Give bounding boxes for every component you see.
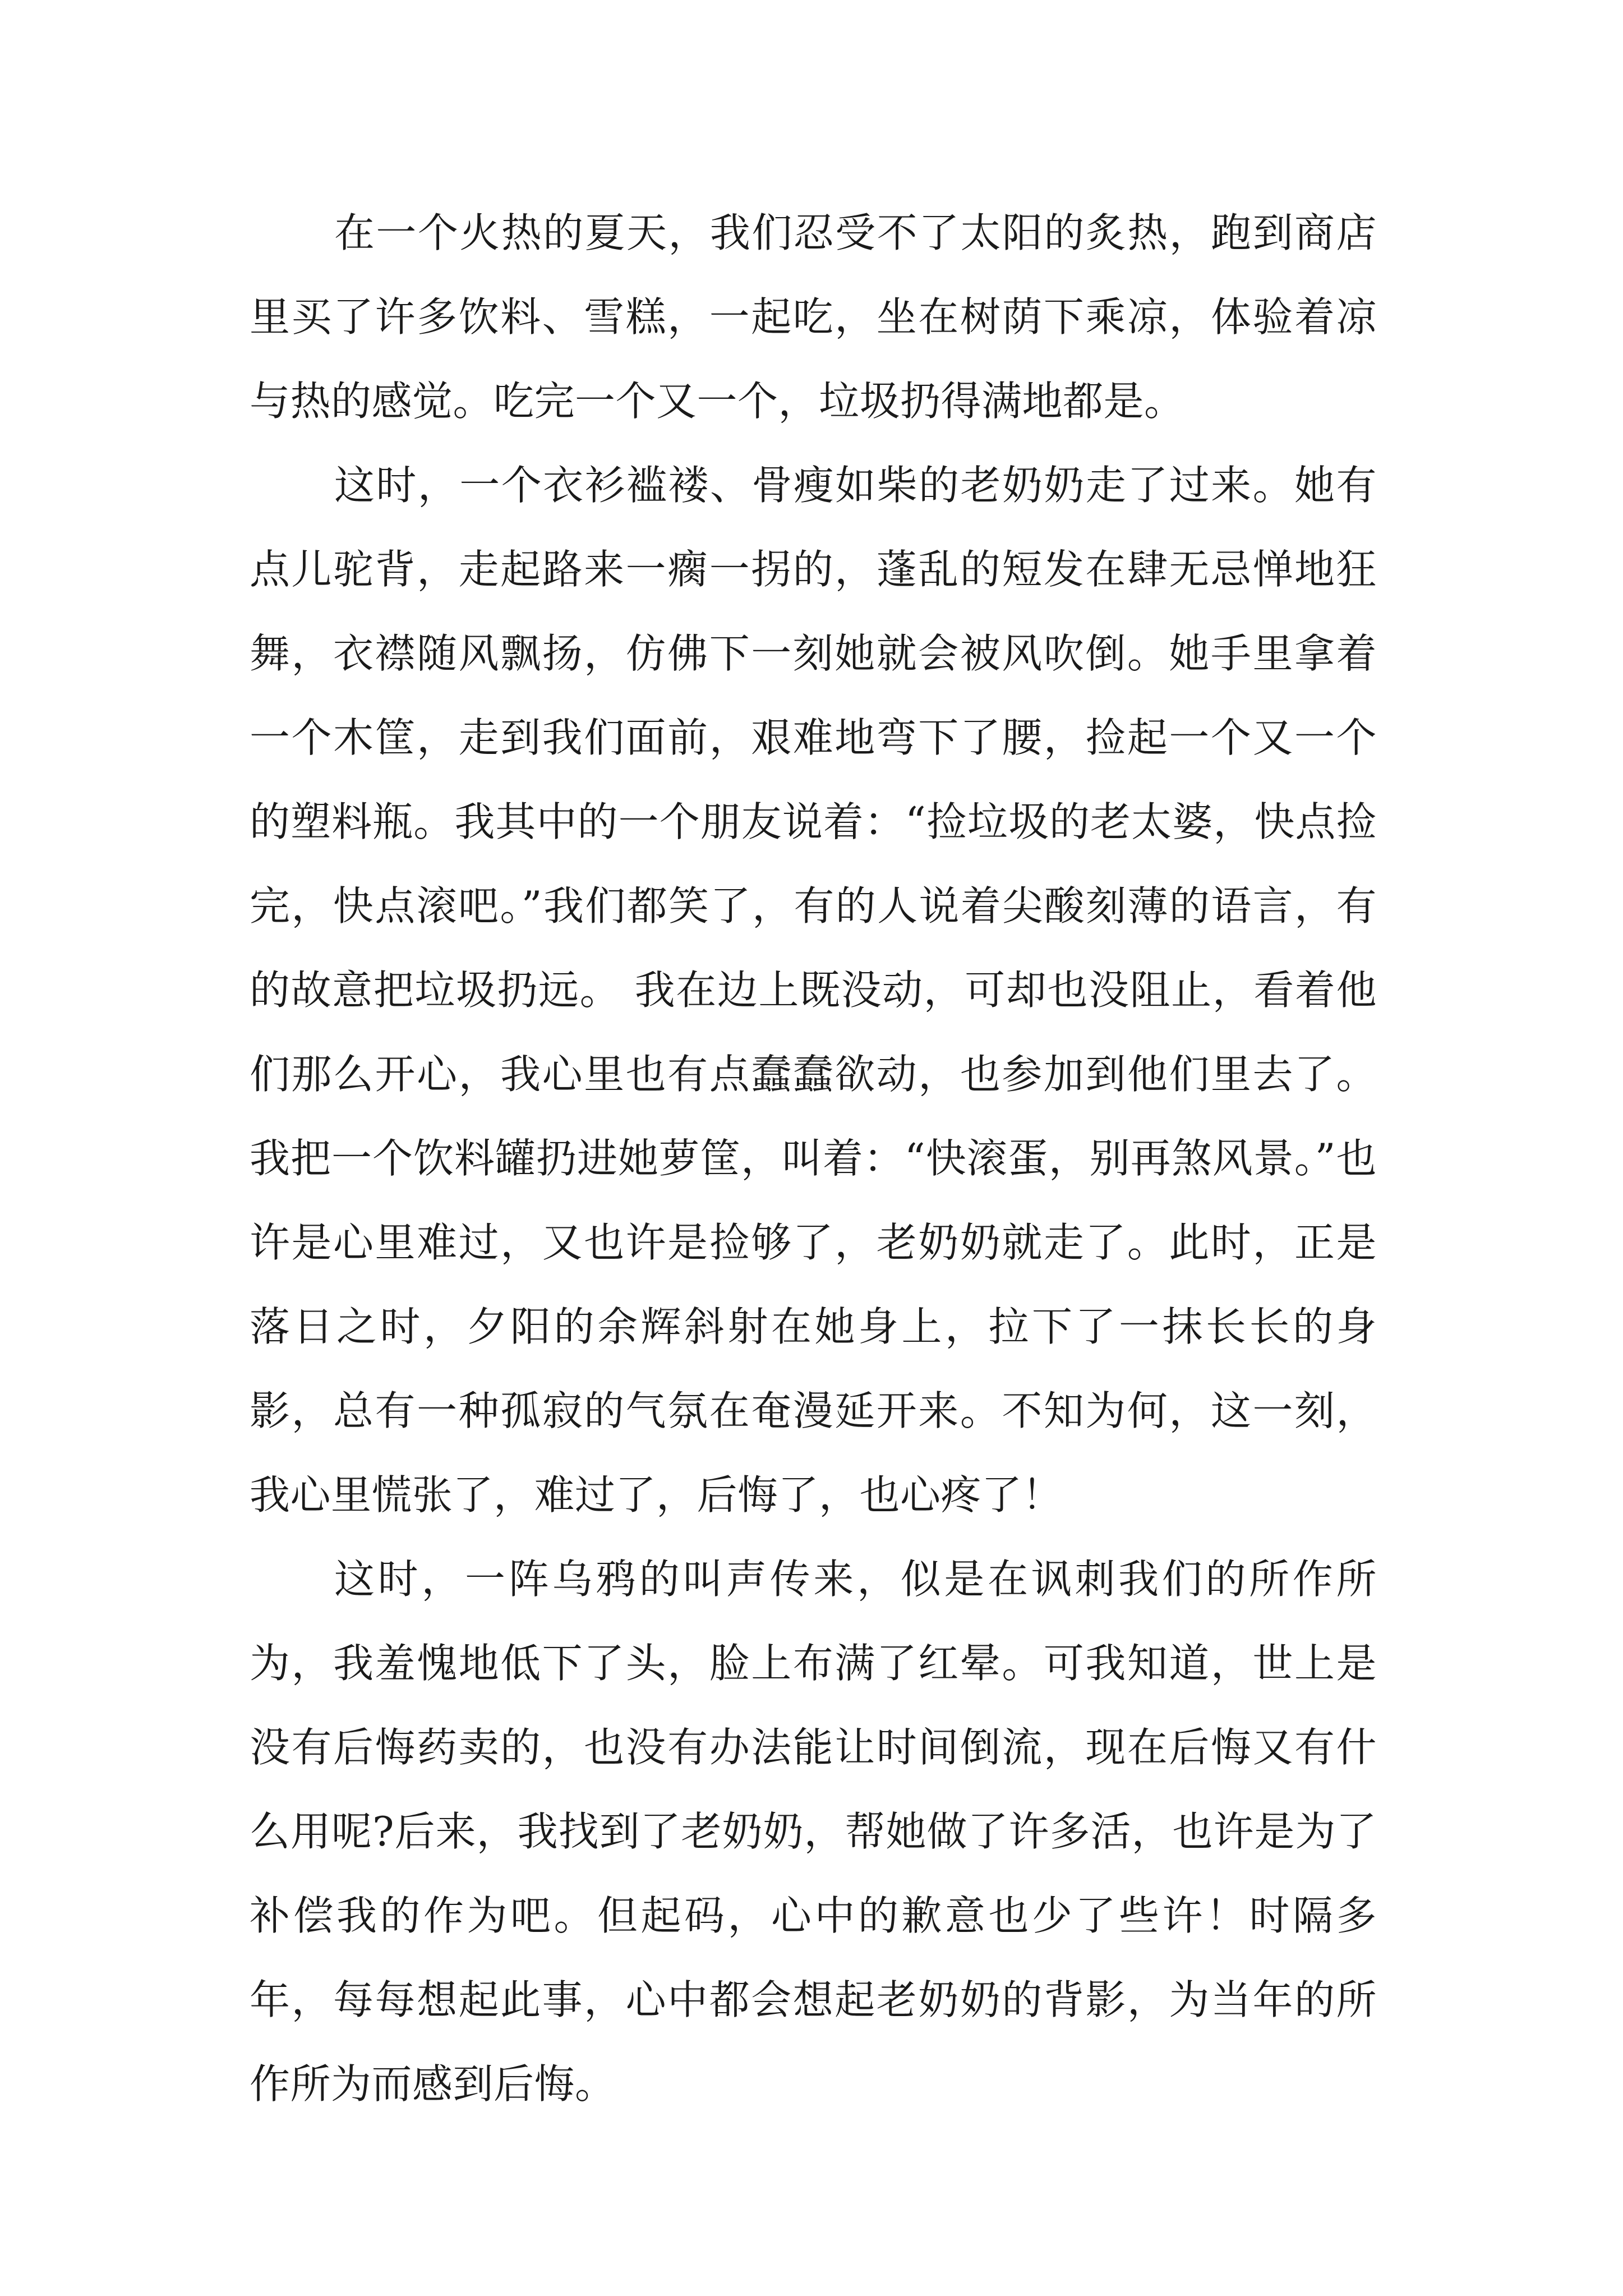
paragraph-3: 这时，一阵乌鸦的叫声传来，似是在讽刺我们的所作所为，我羞愧地低下了头，脸上布满了红晕。可我知道，世上是没有后悔药卖的，也没有办法能让时间倒流，现在后悔又有什么用呢?后来，我找到了老奶奶，帮她做了许多活，也许是为了补偿我的作为吧。但起码，心中的歉意也少了些许！时隔多年，每每想起此事，心中都会想起老奶奶的背影，为当年的所作所为而感到后悔。: [250, 1556, 1377, 2108]
paragraph-2: 这时，一个衣衫褴褛、骨瘦如柴的老奶奶走了过来。她有点儿驼背，走起路来一瘸一拐的，蓬乱的短发在肆无忌惮地狂舞，衣襟随风飘扬，仿佛下一刻她就会被风吹倒。她手里拿着一个木筐，走到我们面前，艰难地弯下了腰，捡起一个又一个的塑料瓶。我其中的一个朋友说着：“捡垃圾的老太婆，快点捡完，快点滚吧。”我们都笑了，有的人说着尖酸刻薄的语言，有的故意把垃圾扔远。 我在边上既没动，可却也没阻止，看着他们那么开心，我心里也有点蠢蠢欲动，也参加到他们里去了。我把一个饮料罐扔进她萝筐，叫着：“快滚蛋，别再煞风景。”也许是心里难过，又也许是捡够了，老奶奶就走了。此时，正是落日之时，夕阳的余辉斜射在她身上，拉下了一抹长长的身影，总有一种孤寂的气氛在奄漫延开来。不知为何，这一刻，我心里慌张了，难过了，后悔了，也心疼了！: [250, 462, 1377, 1519]
document-body: [250, 191, 1377, 2126]
paragraph-1: 在一个火热的夏天，我们忍受不了太阳的炙热，跑到商店里买了许多饮料、雪糕，一起吃，坐在树荫下乘凉，体验着凉与热的感觉。吃完一个又一个，垃圾扔得满地都是。: [250, 209, 1377, 425]
